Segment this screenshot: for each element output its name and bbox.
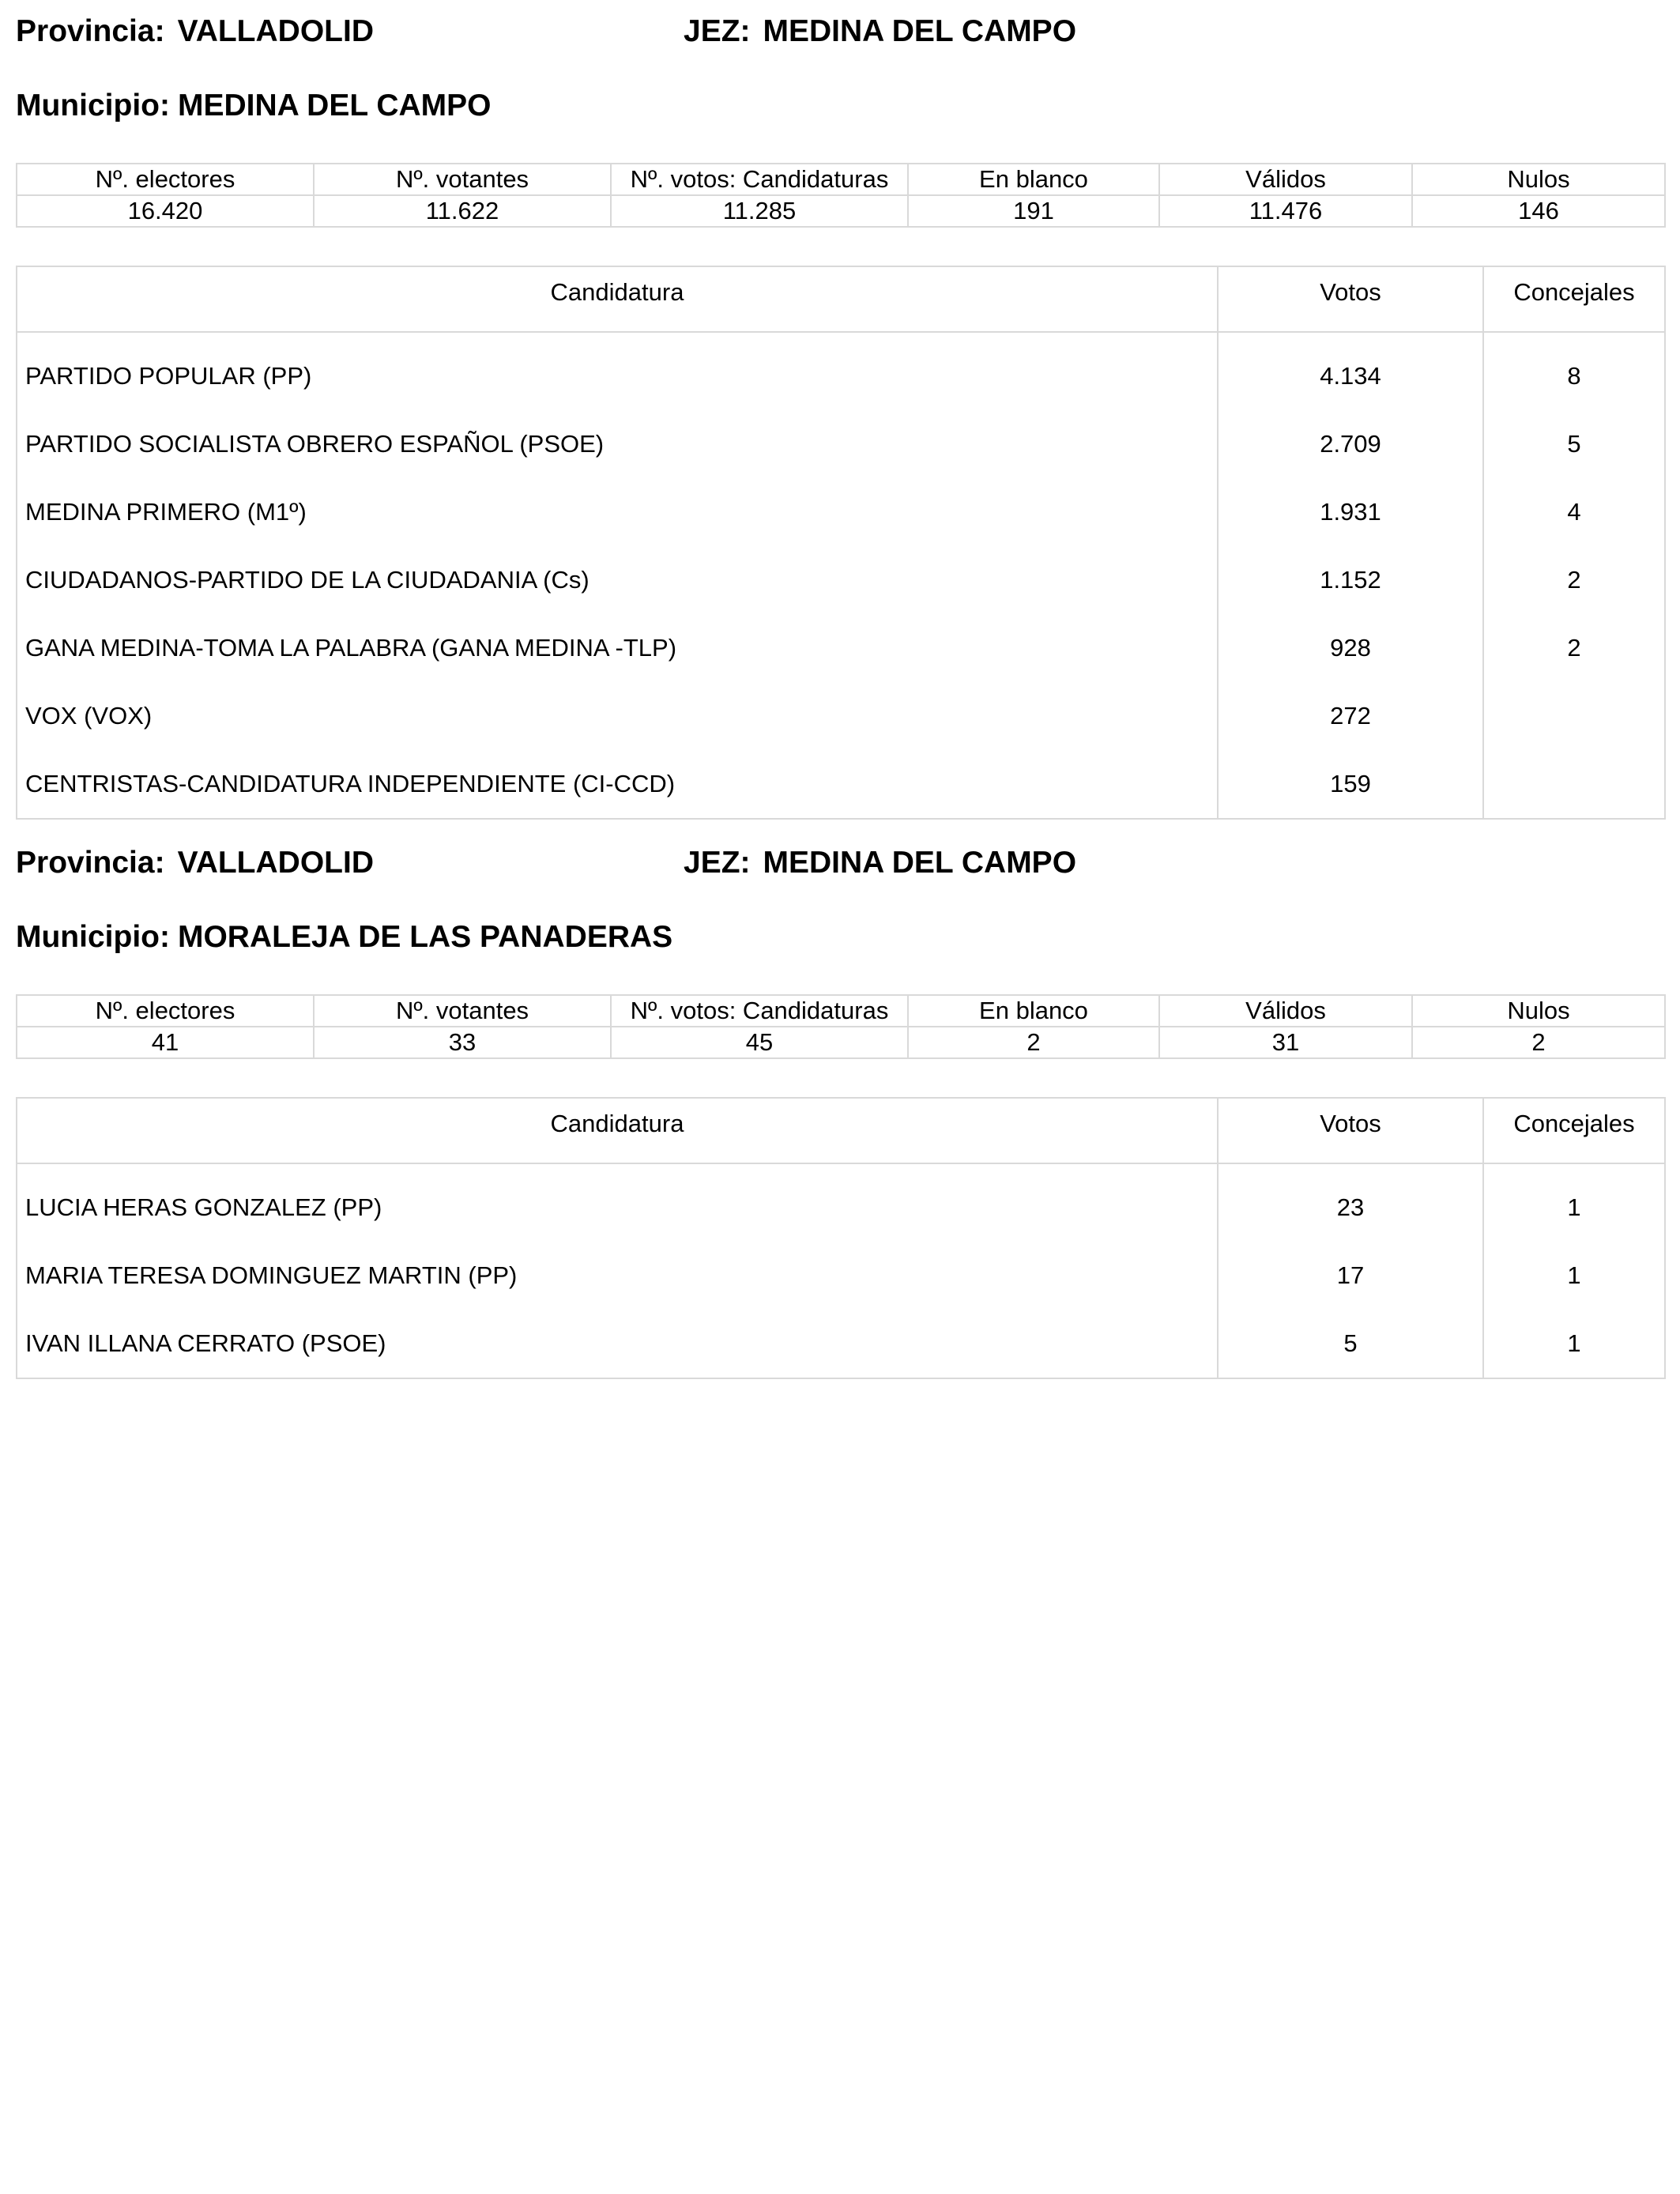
summary-header-nulos: Nulos xyxy=(1412,995,1665,1027)
votos-cell: 4.134 xyxy=(1218,342,1483,410)
concejales-cell: 1 xyxy=(1483,1310,1665,1378)
summary-table xyxy=(16,163,1666,228)
section-header xyxy=(16,846,1664,893)
votos-cell: 159 xyxy=(1218,750,1483,819)
municipio-value: MORALEJA DE LAS PANADERAS xyxy=(177,920,673,954)
jez-label: JEZ: xyxy=(684,14,751,48)
section-header xyxy=(16,14,1664,62)
concejales-cell xyxy=(1483,750,1665,819)
candidatura-cell: VOX (VOX) xyxy=(17,682,1218,750)
summary-header-votantes: Nº. votantes xyxy=(314,995,611,1027)
summary-value-validos: 11.476 xyxy=(1159,195,1412,227)
summary-value-electores: 41 xyxy=(17,1027,314,1058)
provincia-heading xyxy=(16,846,374,880)
results-header-votos: Votos xyxy=(1218,266,1483,332)
candidatura-cell: IVAN ILLANA CERRATO (PSOE) xyxy=(17,1310,1218,1378)
summary-header-nulos: Nulos xyxy=(1412,164,1665,195)
results-spacer xyxy=(17,332,1665,342)
concejales-cell: 8 xyxy=(1483,342,1665,410)
results-header-candidatura: Candidatura xyxy=(17,1098,1218,1163)
results-header-candidatura: Candidatura xyxy=(17,266,1218,332)
summary-value-votantes: 33 xyxy=(314,1027,611,1058)
table-row xyxy=(17,682,1665,750)
summary-value-en-blanco: 191 xyxy=(908,195,1159,227)
provincia-label: Provincia: xyxy=(16,14,165,48)
table-row xyxy=(17,410,1665,478)
results-table xyxy=(16,266,1666,820)
summary-header-en-blanco: En blanco xyxy=(908,995,1159,1027)
summary-value-votantes: 11.622 xyxy=(314,195,611,227)
results-spacer xyxy=(17,1163,1665,1174)
summary-value-votos-candidaturas: 45 xyxy=(611,1027,908,1058)
candidatura-cell: MEDINA PRIMERO (M1º) xyxy=(17,478,1218,546)
provincia-heading xyxy=(16,14,374,49)
concejales-cell: 4 xyxy=(1483,478,1665,546)
summary-header-row xyxy=(17,164,1665,195)
concejales-cell: 2 xyxy=(1483,546,1665,614)
table-row xyxy=(17,614,1665,682)
summary-header-en-blanco: En blanco xyxy=(908,164,1159,195)
summary-table xyxy=(16,994,1666,1059)
municipio-section-moraleja-de-las-panaderas xyxy=(16,846,1664,1379)
municipio-label: Municipio: xyxy=(16,89,170,123)
summary-header-votantes: Nº. votantes xyxy=(314,164,611,195)
table-row xyxy=(17,1310,1665,1378)
results-header-concejales: Concejales xyxy=(1483,1098,1665,1163)
results-table xyxy=(16,1097,1666,1379)
jez-heading xyxy=(684,14,1076,49)
votos-cell: 17 xyxy=(1218,1242,1483,1310)
concejales-cell: 1 xyxy=(1483,1174,1665,1242)
results-header-row xyxy=(17,266,1665,332)
concejales-cell: 2 xyxy=(1483,614,1665,682)
votos-cell: 1.931 xyxy=(1218,478,1483,546)
candidatura-cell: CIUDADANOS-PARTIDO DE LA CIUDADANIA (Cs) xyxy=(17,546,1218,614)
table-row xyxy=(17,1242,1665,1310)
summary-value-electores: 16.420 xyxy=(17,195,314,227)
jez-value: MEDINA DEL CAMPO xyxy=(763,14,1077,48)
candidatura-cell: PARTIDO SOCIALISTA OBRERO ESPAÑOL (PSOE) xyxy=(17,410,1218,478)
votos-cell: 2.709 xyxy=(1218,410,1483,478)
provincia-value: VALLADOLID xyxy=(177,846,374,880)
candidatura-cell: LUCIA HERAS GONZALEZ (PP) xyxy=(17,1174,1218,1242)
summary-header-validos: Válidos xyxy=(1159,995,1412,1027)
votos-cell: 1.152 xyxy=(1218,546,1483,614)
summary-value-row xyxy=(17,195,1665,227)
summary-header-row xyxy=(17,995,1665,1027)
concejales-cell: 5 xyxy=(1483,410,1665,478)
summary-value-nulos: 2 xyxy=(1412,1027,1665,1058)
table-row xyxy=(17,342,1665,410)
summary-value-validos: 31 xyxy=(1159,1027,1412,1058)
results-header-row xyxy=(17,1098,1665,1163)
table-row xyxy=(17,546,1665,614)
table-row xyxy=(17,750,1665,819)
summary-value-row xyxy=(17,1027,1665,1058)
summary-value-votos-candidaturas: 11.285 xyxy=(611,195,908,227)
summary-header-electores: Nº. electores xyxy=(17,995,314,1027)
candidatura-cell: PARTIDO POPULAR (PP) xyxy=(17,342,1218,410)
votos-cell: 23 xyxy=(1218,1174,1483,1242)
summary-header-votos-candidaturas: Nº. votos: Candidaturas xyxy=(611,164,908,195)
candidatura-cell: MARIA TERESA DOMINGUEZ MARTIN (PP) xyxy=(17,1242,1218,1310)
municipio-heading xyxy=(16,89,1664,136)
table-row xyxy=(17,1174,1665,1242)
results-header-votos: Votos xyxy=(1218,1098,1483,1163)
summary-value-nulos: 146 xyxy=(1412,195,1665,227)
summary-header-validos: Válidos xyxy=(1159,164,1412,195)
votos-cell: 928 xyxy=(1218,614,1483,682)
summary-header-electores: Nº. electores xyxy=(17,164,314,195)
jez-heading xyxy=(684,846,1076,880)
concejales-cell xyxy=(1483,682,1665,750)
municipio-value: MEDINA DEL CAMPO xyxy=(177,89,492,123)
candidatura-cell: GANA MEDINA-TOMA LA PALABRA (GANA MEDINA -TLP) xyxy=(17,614,1218,682)
provincia-value: VALLADOLID xyxy=(177,14,374,48)
concejales-cell: 1 xyxy=(1483,1242,1665,1310)
votos-cell: 272 xyxy=(1218,682,1483,750)
jez-label: JEZ: xyxy=(684,846,751,880)
candidatura-cell: CENTRISTAS-CANDIDATURA INDEPENDIENTE (CI-CCD) xyxy=(17,750,1218,819)
municipio-label: Municipio: xyxy=(16,920,170,954)
jez-value: MEDINA DEL CAMPO xyxy=(763,846,1077,880)
municipio-heading xyxy=(16,920,1664,967)
summary-header-votos-candidaturas: Nº. votos: Candidaturas xyxy=(611,995,908,1027)
summary-value-en-blanco: 2 xyxy=(908,1027,1159,1058)
municipio-section-medina-del-campo xyxy=(16,14,1664,820)
provincia-label: Provincia: xyxy=(16,846,165,880)
table-row xyxy=(17,478,1665,546)
results-header-concejales: Concejales xyxy=(1483,266,1665,332)
votos-cell: 5 xyxy=(1218,1310,1483,1378)
